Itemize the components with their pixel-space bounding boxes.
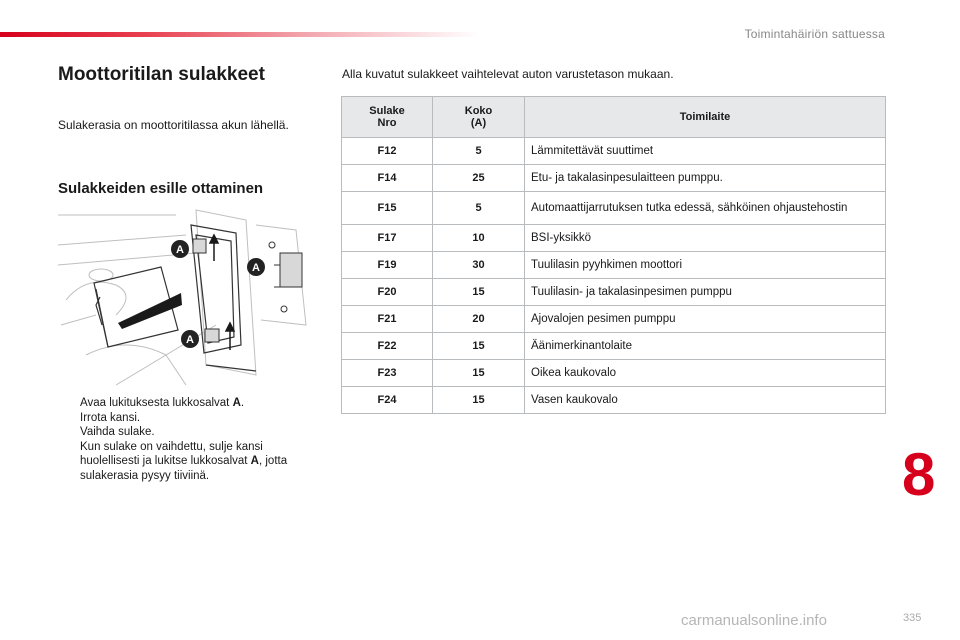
table-row: F14 25 Etu- ja takalasinpesulaitteen pumppu. [342, 165, 886, 192]
latch-label-a: A [252, 262, 260, 274]
section-title: Toimintahäiriön sattuessa [744, 27, 885, 41]
watermark: carmanualsonline.info [681, 612, 827, 629]
step-item: Vaihda sulake. [80, 426, 155, 438]
table-row: F23 15 Oikea kaukovalo [342, 360, 886, 387]
table-row: F21 20 Ajovalojen pesimen pumppu [342, 306, 886, 333]
table-header-row [342, 97, 886, 138]
step-item: Irrota kansi. [80, 411, 141, 424]
table-row: F17 10 BSI-yksikkö [342, 225, 886, 252]
intro-text: Sulakerasia on moottoritilassa akun lähellä. [58, 118, 289, 132]
page-title: Moottoritilan sulakkeet [58, 64, 265, 85]
step-item: Kun sulake on vaihdettu, sulje kansi huolellisesti ja lukitse lukkosalvat A, jotta sulakerasia pysyy tiiviinä. [80, 440, 288, 482]
table-row: F22 15 Äänimerkinantolaite [342, 333, 886, 360]
fuse-box-illustration [56, 205, 316, 390]
chapter-number: 8 [902, 441, 936, 508]
latch-label-a: A [186, 334, 194, 346]
table-row: F20 15 Tuulilasin- ja takalasinpesimen pumppu [342, 279, 886, 306]
fuse-box-drawing [56, 205, 316, 390]
header-accent-bar [0, 32, 480, 37]
instruction-steps [58, 396, 318, 483]
subsection-title: Sulakkeiden esille ottaminen [58, 180, 264, 197]
fuse-table [341, 96, 886, 414]
table-row: F15 5 Automaattijarrutuksen tutka edessä, sähköinen ohjaustehostin [342, 192, 886, 225]
table-row: F12 5 Lämmitettävät suuttimet [342, 138, 886, 165]
latch-label-a: A [176, 244, 184, 256]
variant-note: Alla kuvatut sulakkeet vaihtelevat auton varustetason mukaan. [342, 67, 674, 81]
col-header-toimilaite: Toimilaite [525, 97, 886, 138]
table-row: F19 30 Tuulilasin pyyhkimen moottori [342, 252, 886, 279]
table-row: F24 15 Vasen kaukovalo [342, 387, 886, 414]
col-header-nro: Sulake Nro [342, 97, 433, 138]
col-header-koko: Koko (A) [433, 97, 525, 138]
page-number: 335 [903, 612, 922, 624]
step-item: Avaa lukituksesta lukkosalvat A. [80, 397, 245, 409]
